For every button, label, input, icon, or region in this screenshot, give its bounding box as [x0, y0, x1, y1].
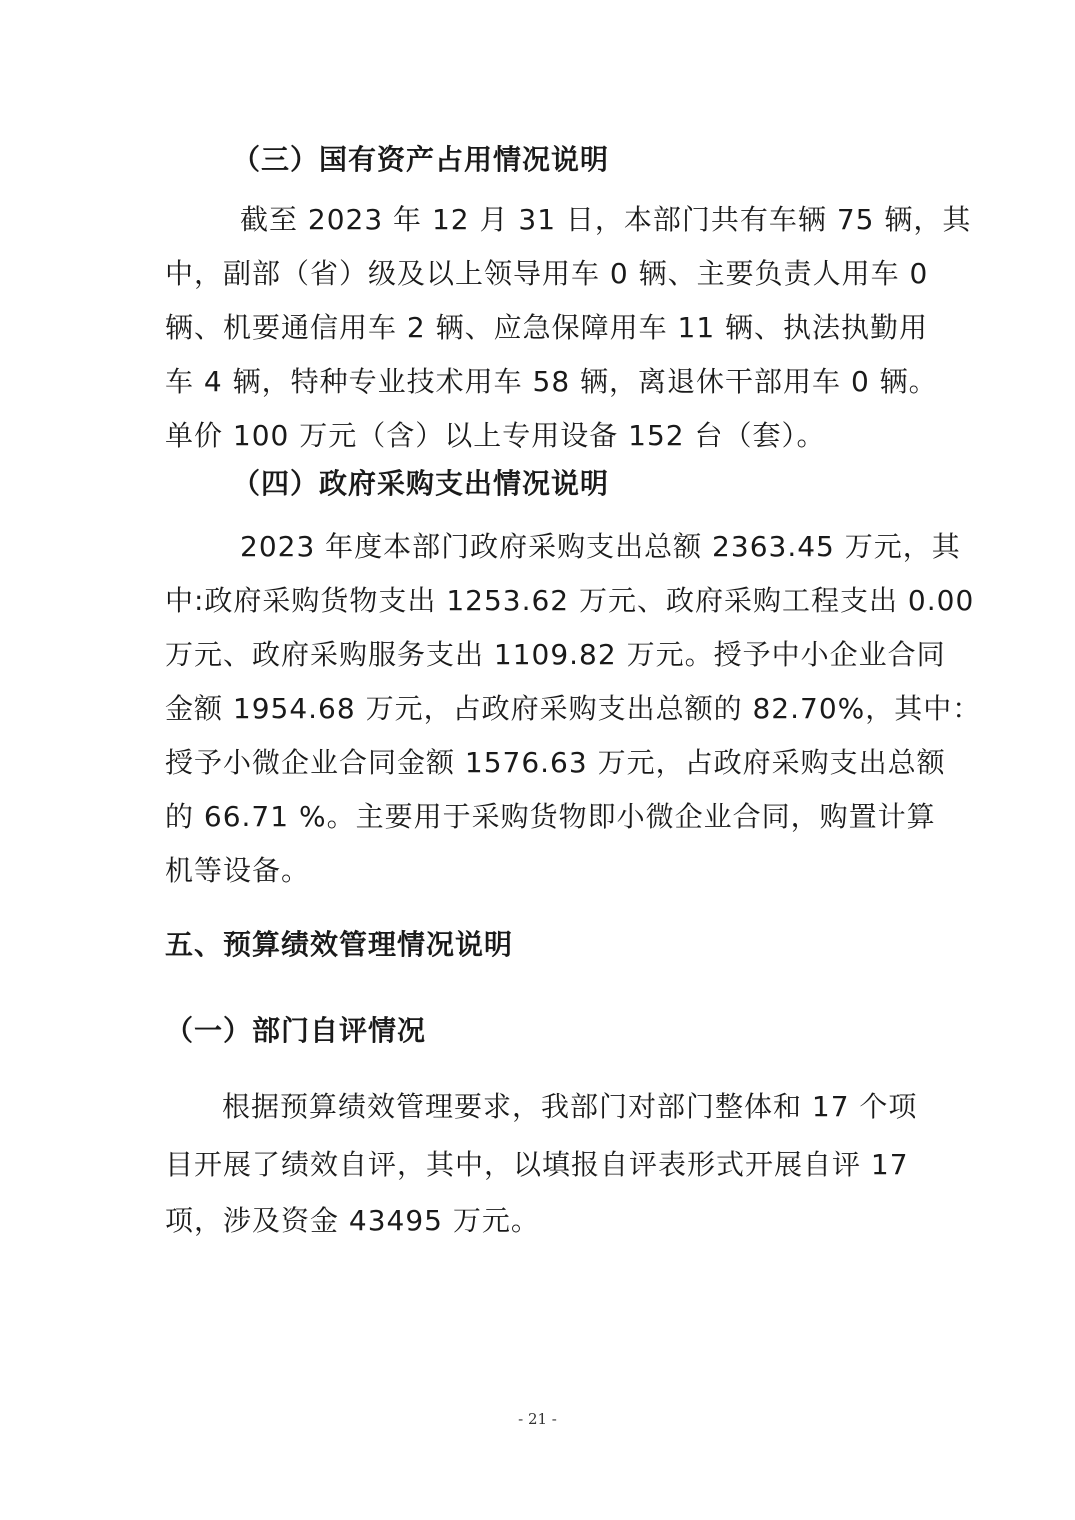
paragraph-line: 2023 年度本部门政府采购支出总额 2363.45 万元，其: [240, 530, 961, 563]
paragraph-line: 目开展了绩效自评，其中，以填报自评表形式开展自评 17: [165, 1148, 909, 1181]
section-heading-assets: （三）国有资产占用情况说明: [232, 143, 610, 176]
paragraph-line: 车 4 辆，特种专业技术用车 58 辆，离退休干部用车 0 辆。: [165, 365, 938, 398]
page-number: - 21 -: [518, 1410, 557, 1428]
paragraph-line: 单价 100 万元（含）以上专用设备 152 台（套）。: [165, 419, 826, 452]
paragraph-line: 中:政府采购货物支出 1253.62 万元、政府采购工程支出 0.00: [165, 584, 975, 617]
subsection-heading-self-evaluation: （一）部门自评情况: [165, 1014, 427, 1047]
paragraph-line: 金额 1954.68 万元，占政府采购支出总额的 82.70%，其中：: [165, 692, 982, 725]
section-heading-performance: 五、预算绩效管理情况说明: [165, 928, 514, 961]
paragraph-line: 辆、机要通信用车 2 辆、应急保障用车 11 辆、执法执勤用: [165, 311, 929, 344]
section-heading-procurement: （四）政府采购支出情况说明: [232, 467, 610, 500]
paragraph-line: 机等设备。: [165, 854, 311, 887]
paragraph-line: 根据预算绩效管理要求，我部门对部门整体和 17 个项: [222, 1090, 918, 1123]
paragraph-line: 的 66.71 %。主要用于采购货物即小微企业合同，购置计算: [165, 800, 936, 833]
paragraph-line: 截至 2023 年 12 月 31 日，本部门共有车辆 75 辆，其: [240, 203, 972, 236]
paragraph-line: 授予小微企业合同金额 1576.63 万元，占政府采购支出总额: [165, 746, 946, 779]
paragraph-line: 中，副部（省）级及以上领导用车 0 辆、主要负责人用车 0: [165, 257, 929, 290]
paragraph-line: 项，涉及资金 43495 万元。: [165, 1204, 540, 1237]
paragraph-line: 万元、政府采购服务支出 1109.82 万元。授予中小企业合同: [165, 638, 946, 671]
